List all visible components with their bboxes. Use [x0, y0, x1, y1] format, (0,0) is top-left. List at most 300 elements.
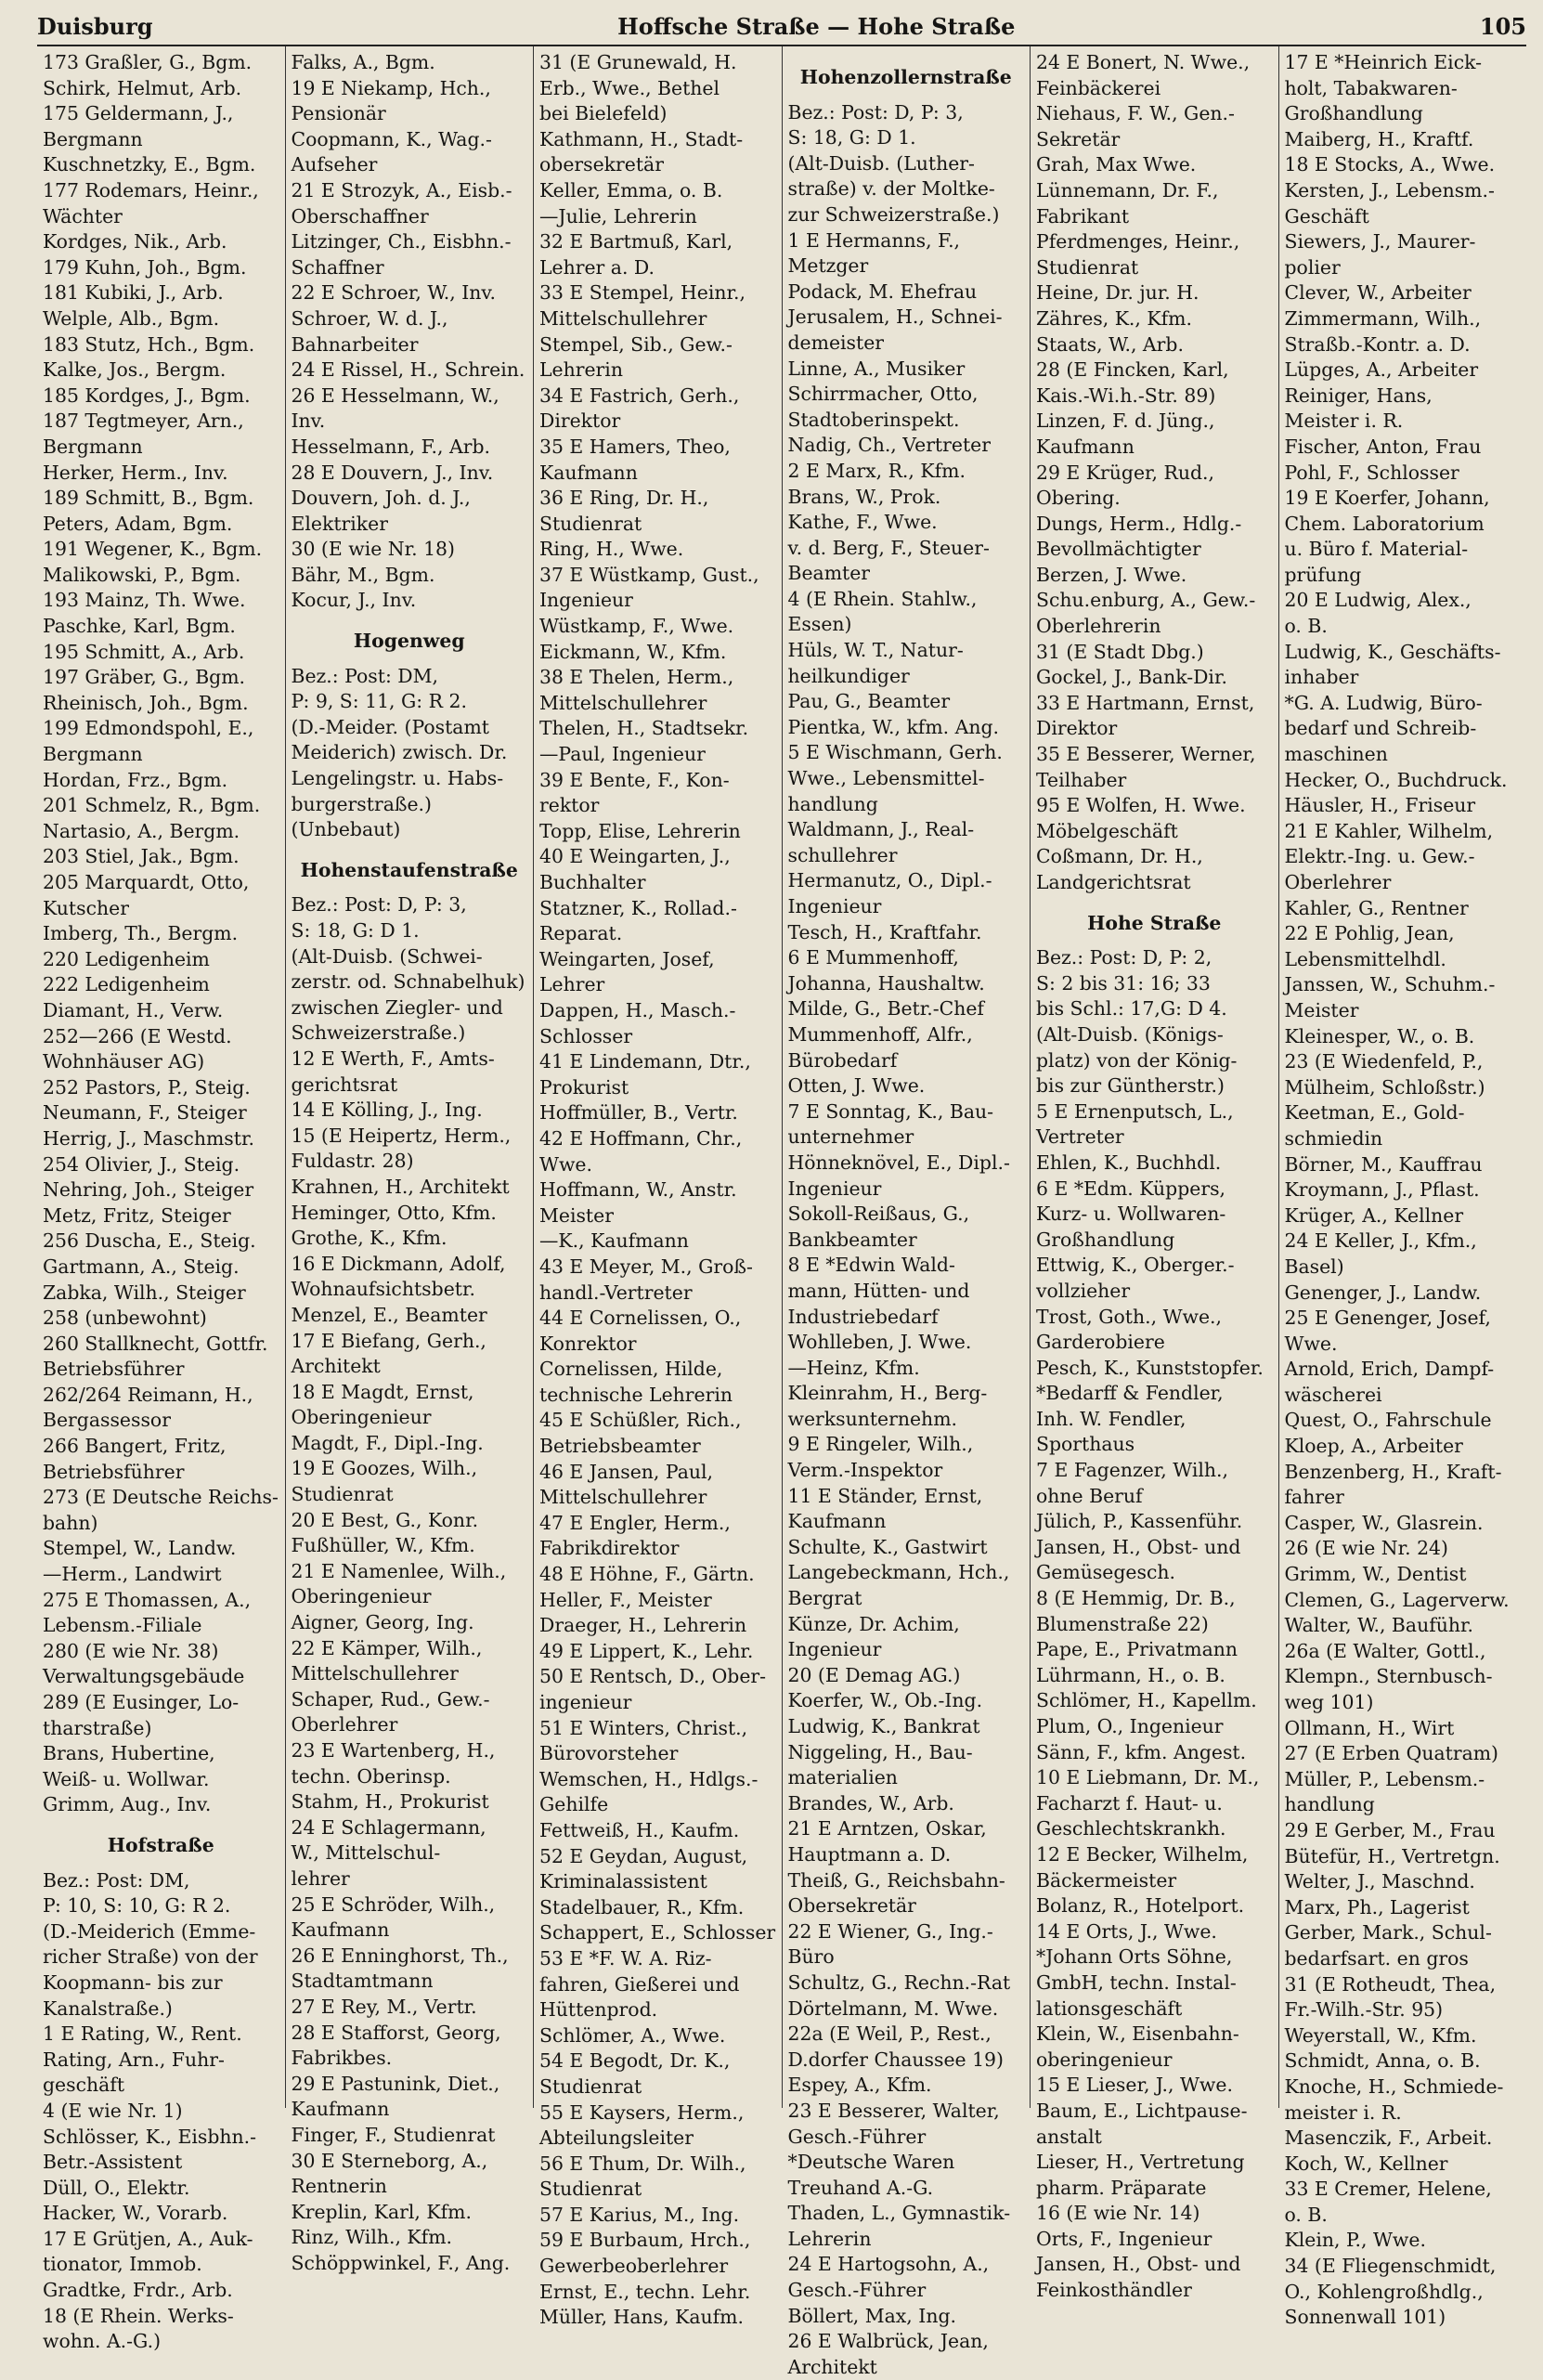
entry-line: Wwe., Lebensmittel- [787, 767, 985, 790]
entry-line: Kais.-Wi.h.-Str. 89) [1036, 384, 1216, 407]
entry-line: Schulte, K., Gastwirt [787, 1535, 988, 1558]
entry-line: Sekretär [1036, 127, 1121, 150]
column-3 [534, 46, 783, 2329]
entry-line: Kaufmann [539, 461, 638, 484]
entry-line: 30 E Sterneborg, A., [291, 2149, 488, 2172]
entry-line: Schlömer, H., Kapellm. [1036, 1689, 1257, 1712]
entry-line: Wohlleben, J. Wwe. [787, 1331, 972, 1354]
entry-line: Kahler, G., Rentner [1284, 896, 1469, 919]
entry-line: Espey, A., Kfm. [787, 2074, 932, 2097]
entry-line: (Alt-Duisb. (Luther- [787, 151, 975, 175]
entry-line: v. d. Berg, F., Steuer- [787, 536, 990, 559]
entry-line: Gockel, J., Bank-Dir. [1036, 666, 1227, 689]
entry-line: Topp, Elise, Lehrerin [539, 819, 741, 842]
entry-line: Teilhaber [1036, 768, 1127, 791]
entry-line: Staats, W., Arb. [1036, 332, 1184, 356]
entry-line: (Unbebaut) [291, 818, 401, 841]
entry-line: Fabrikdirektor [539, 1537, 680, 1560]
entry-line: Hesselmann, F., Arb. [291, 435, 491, 458]
entry-line: Kersten, J., Lebensm.- [1284, 178, 1495, 202]
entry-line: 33 E Cremer, Helene, [1284, 2178, 1492, 2201]
entry-line: Metz, Fritz, Steiger [43, 1203, 231, 1227]
entry-line: Orts, F., Ingenieur [1036, 2227, 1212, 2250]
entry-line: Kroymann, J., Pflast. [1284, 1178, 1480, 1202]
entry-line: Coßmann, Dr. H., [1036, 845, 1203, 868]
entry-line: Ernst, E., techn. Lehr. [539, 2280, 751, 2303]
entry-line: 20 E Best, G., Konr. [291, 1508, 479, 1531]
entry-line: 1 E Rating, W., Rent. [43, 2022, 242, 2046]
entry-line: —Herm., Landwirt [43, 1563, 222, 1586]
entry-line: Fr.-Wilh.-Str. 95) [1284, 1998, 1444, 2022]
entry-line: Cornelissen, Hilde, [539, 1358, 723, 1381]
entry-line: Kreplin, Karl, Kfm. [291, 2200, 472, 2223]
entry-line: Bez.: Post: DM, [291, 664, 439, 687]
entry-line: Wächter [43, 204, 123, 228]
entry-line: Langebeckmann, Hch., [787, 1561, 1010, 1584]
entry-line: Hönneknövel, E., Dipl.- [787, 1151, 1010, 1174]
entry-line: Fischer, Anton, Frau [1284, 435, 1482, 458]
entry-line: Oberlehrerin [1036, 615, 1161, 638]
entry-line: Genenger, J., Landw. [1284, 1281, 1482, 1304]
entry-line: Klein, W., Eisenbahn- [1036, 2022, 1239, 2046]
entry-line: Heine, Dr. jur. H. [1036, 281, 1199, 305]
entry-line: 14 E Orts, J., Wwe. [1036, 1919, 1217, 1943]
entry-line: S: 18, G: D 1. [291, 919, 420, 942]
entry-line: 24 E Rissel, H., Schrein. [291, 358, 525, 382]
entry-line: richer Straße) von der [43, 1945, 258, 1969]
entry-line: 14 E Kölling, J., Ing. [291, 1099, 483, 1122]
entry-line: 24 E Schlagermann, [291, 1815, 486, 1839]
entry-line: Obering. [1036, 487, 1121, 510]
entry-line: Pientka, W., kfm. Ang. [787, 715, 1000, 738]
entry-line: Hordan, Frz., Bgm. [43, 768, 228, 791]
entry-line: 41 E Lindemann, Dtr., [539, 1050, 751, 1073]
entry-line: Abteilungsleiter [539, 2126, 694, 2150]
entry-line: oberingenieur [1036, 2048, 1173, 2071]
entry-line: 273 (E Deutsche Reichs- [43, 1486, 279, 1509]
entry-line: 189 Schmitt, B., Bgm. [43, 487, 254, 510]
entry-line: Welter, J., Maschnd. [1284, 1870, 1475, 1893]
entry-line: 10 E Liebmann, Dr. M., [1036, 1766, 1260, 1789]
entry-line: Grothe, K., Kfm. [291, 1227, 447, 1250]
entry-line: Börner, M., Kauffrau [1284, 1152, 1483, 1176]
entry-line: Klein, P., Wwe. [1284, 2229, 1426, 2252]
entry-line: Sokoll-Reißaus, G., [787, 1203, 970, 1226]
entry-line: Müller, P., Lebensm.- [1284, 1767, 1485, 1790]
entry-line: Finger, F., Studienrat [291, 2123, 496, 2146]
entry-line: 175 Geldermann, J., [43, 102, 234, 125]
entry-line: Gewerbeoberlehrer [539, 2255, 729, 2278]
entry-line: Studienrat [539, 512, 642, 535]
entry-line: S: 18, G: D 1. [787, 126, 916, 150]
entry-line: Lebensm.-Filiale [43, 1614, 202, 1637]
column-1 [37, 46, 286, 2353]
entry-line: Plum, O., Ingenieur [1036, 1715, 1224, 1737]
entry-line: 12 E Werth, F., Amts- [291, 1047, 495, 1070]
entry-line: (Alt-Duisb. (Königs- [1036, 1022, 1224, 1046]
entry-line: 254 Olivier, J., Steig. [43, 1152, 240, 1176]
entry-line: Hauptmann a. D. [787, 1842, 952, 1866]
entry-line: Bähr, M., Bgm. [291, 563, 435, 586]
entry-line: Schirk, Helmut, Arb. [43, 76, 242, 99]
entry-line: Stahm, H., Prokurist [291, 1790, 489, 1814]
entry-line: 29 E Gerber, M., Frau [1284, 1818, 1496, 1841]
entry-line: prüfung [1284, 563, 1362, 586]
entry-line: 16 E Dickmann, Adolf, [291, 1252, 506, 1275]
entry-line: Statzner, K., Rollad.- [539, 896, 737, 919]
entry-line: Großhandlung [1284, 102, 1423, 125]
entry-line: Pensionär [291, 102, 386, 125]
entry-line: Schlömer, A., Wwe. [539, 2023, 726, 2047]
entry-line: Kaufmann [291, 2098, 390, 2121]
entry-line: 16 (E wie Nr. 14) [1036, 2202, 1200, 2225]
entry-line: P: 10, S: 10, G: R 2. [43, 1894, 231, 1918]
entry-line: Chem. Laboratorium [1284, 512, 1485, 535]
entry-line: 12 E Becker, Wilhelm, [1036, 1842, 1249, 1866]
entry-line: demeister [787, 331, 885, 354]
entry-line: Straßb.-Kontr. a. D. [1284, 332, 1471, 356]
entry-line: Gradtke, Frdr., Arb. [43, 2279, 233, 2302]
entry-line: Siewers, J., Maurer- [1284, 230, 1476, 254]
entry-line: 59 E Burbaum, Hrch., [539, 2229, 751, 2252]
entry-line: 27 E Rey, M., Vertr. [291, 1995, 477, 2018]
entry-line: 33 E Hartmann, Ernst, [1036, 691, 1255, 714]
entry-line: Menzel, E., Beamter [291, 1303, 487, 1326]
entry-line: Künze, Dr. Achim, [787, 1612, 960, 1635]
entry-line: Lehrerin [539, 358, 623, 382]
entry-line: bei Bielefeld) [539, 102, 668, 125]
entry-line: GmbH, techn. Instal- [1036, 1970, 1237, 1994]
entry-line: Kaufmann [1036, 435, 1135, 458]
entry-line: Gehilfe [539, 1793, 609, 1816]
entry-line: 7 E Fagenzer, Wilh., [1036, 1459, 1229, 1482]
entry-line: Beamter [787, 562, 871, 585]
entry-line: Schaffner [291, 255, 384, 279]
entry-line: Koch, W., Kellner [1284, 2152, 1448, 2175]
entry-line: Otten, J. Wwe. [787, 1074, 926, 1098]
entry-line: (D.-Meider. (Postamt [291, 715, 489, 738]
entry-line: handlung [1284, 1793, 1375, 1816]
entry-line: Hermanutz, O., Dipl.- [787, 869, 992, 892]
entry-line: Inh. W. Fendler, [1036, 1407, 1186, 1430]
entry-line: 47 E Engler, Herm., [539, 1511, 731, 1534]
entry-line: Brandes, W., Arb. [787, 1791, 954, 1814]
entry-line: Oberingenieur [291, 1406, 432, 1429]
entry-line: 23 (E Wiedenfeld, P., [1284, 1050, 1484, 1073]
entry-line: Keller, Emma, o. B. [539, 178, 723, 202]
entry-line: Milde, G., Betr.-Chef [787, 997, 984, 1021]
entry-line: 18 E Stocks, A., Wwe. [1284, 153, 1496, 176]
entry-line: Bergmann [43, 743, 143, 766]
entry-line: Reiniger, Hans, [1284, 384, 1433, 407]
entry-line: Schöppwinkel, F., Ang. [291, 2251, 511, 2274]
entry-line: Bergmann [43, 127, 143, 150]
entry-line: Stadtoberinspekt. [787, 408, 960, 431]
entry-line: 21 E Strozyk, A., Eisb.- [291, 178, 512, 202]
entry-line: Hüttenprod. [539, 1998, 658, 2022]
entry-line: anstalt [1036, 2125, 1102, 2148]
entry-line: (D.-Meiderich (Emme- [43, 1919, 256, 1943]
entry-line: 19 E Goozes, Wilh., [291, 1457, 478, 1480]
entry-line: Bez.: Post: D, P: 2, [1036, 946, 1212, 969]
entry-line: D.dorfer Chaussee 19) [787, 2048, 1004, 2071]
entry-line: Möbelgeschäft [1036, 819, 1178, 842]
entry-line: u. Büro f. Material- [1284, 538, 1469, 561]
entry-line: Rinz, Wilh., Kfm. [291, 2226, 453, 2249]
entry-line: handl.-Vertreter [539, 1281, 693, 1304]
entry-line: bedarf und Schreib- [1284, 717, 1477, 740]
entry-line: Grimm, Aug., Inv. [43, 1793, 212, 1816]
entry-line: Oberlehrer [1284, 871, 1392, 893]
entry-line: 289 (E Eusinger, Lo- [43, 1691, 240, 1713]
entry-line: Gesch.-Führer [787, 2279, 927, 2302]
entry-line: Magdt, F., Dipl.-Ing. [291, 1431, 484, 1454]
entry-line: Wwe. [1284, 1332, 1338, 1355]
entry-line: 4 (E wie Nr. 1) [43, 2099, 183, 2122]
entry-line: Ludwig, K., Geschäfts- [1284, 640, 1501, 663]
entry-line: *G. A. Ludwig, Büro- [1284, 691, 1483, 714]
entry-line: Büro [787, 1945, 835, 1969]
entry-line: bedarfsart. en gros [1284, 1946, 1469, 1970]
entry-line: 24 E Bonert, N. Wwe., [1036, 51, 1251, 73]
entry-line: 46 E Jansen, Paul, [539, 1460, 713, 1483]
entry-line: Lehrer [539, 973, 605, 996]
entry-line: Vertreter [1036, 1125, 1124, 1149]
entry-line: Schu.enburg, A., Gew.- [1036, 589, 1256, 612]
entry-line: Mittelschullehrer [291, 1662, 459, 1685]
entry-line: Krüger, A., Kellner [1284, 1203, 1464, 1227]
entry-line: maschinen [1284, 743, 1388, 766]
entry-line: 32 E Bartmuß, Karl, [539, 230, 733, 254]
entry-line: Lebensmittelhdl. [1284, 947, 1446, 970]
entry-line: lationsgeschäft [1036, 1996, 1183, 2020]
entry-line: Betriebsbeamter [539, 1435, 701, 1458]
entry-line: 181 Kubiki, J., Arb. [43, 281, 224, 305]
entry-line: Jansen, H., Obst- und [1036, 1535, 1241, 1558]
entry-line: Nartasio, A., Bergm. [43, 819, 240, 842]
entry-line: 33 E Stempel, Heinr., [539, 281, 746, 305]
entry-line: 252 Pastors, P., Steig. [43, 1075, 251, 1099]
column-2 [286, 46, 535, 2274]
entry-line: holt, Tabakwaren- [1284, 76, 1458, 99]
entry-line: Bahnarbeiter [291, 332, 419, 356]
entry-line: o. B. [1284, 615, 1328, 638]
entry-line: handlung [787, 792, 878, 815]
entry-line: Konrektor [539, 1332, 637, 1355]
entry-line: Geschäft [1284, 204, 1369, 228]
entry-line: Garderobiere [1036, 1331, 1165, 1354]
entry-line: Jerusalem, H., Schnei- [787, 306, 1003, 329]
entry-line: Schweizerstraße.) [291, 1021, 466, 1045]
entry-line: 35 E Besserer, Werner, [1036, 743, 1256, 766]
street-heading: Hofstraße [107, 1833, 214, 1856]
entry-line: Gartmann, A., Steig. [43, 1255, 240, 1278]
entry-line: Industriebedarf [787, 1305, 939, 1328]
entry-line: 34 (E Fliegenschmidt, [1284, 2255, 1497, 2278]
entry-line: Koopmann- bis zur [43, 1970, 223, 1994]
entry-line: 6 E *Edm. Küppers, [1036, 1177, 1226, 1200]
entry-line: 193 Mainz, Th. Wwe. [43, 589, 246, 612]
entry-line: Sporthaus [1036, 1433, 1135, 1456]
entry-line: Fabrikbes. [291, 2047, 393, 2070]
entry-line: 55 E Kaysers, Herm., [539, 2100, 745, 2124]
entry-line: 28 E Douvern, J., Inv. [291, 461, 494, 484]
column-6 [1279, 46, 1527, 2329]
entry-line: 22 E Kämper, Wilh., [291, 1636, 483, 1659]
entry-line: 6 E Mummenhoff, [787, 946, 959, 969]
entry-line: schmiedin [1284, 1126, 1383, 1150]
entry-line: Kordges, Nik., Arb. [43, 230, 227, 254]
entry-line: Bez.: Post: D, P: 3, [787, 100, 964, 124]
entry-line: fahrer [1284, 1486, 1344, 1509]
entry-line: Lieser, H., Vertretung [1036, 2151, 1245, 2174]
entry-line: 45 E Schüßler, Rich., [539, 1409, 742, 1432]
entry-line: Direktor [539, 410, 621, 433]
entry-line: 29 E Pastunink, Diet., [291, 2072, 500, 2095]
page-number: 105 [1479, 13, 1526, 40]
entry-line: bis Schl.: 17,G: D 4. [1036, 997, 1227, 1021]
entry-line: zerstr. od. Schnabelhuk) [291, 970, 525, 994]
entry-line: Pape, E., Privatmann [1036, 1638, 1238, 1661]
entry-line: Pferdmenges, Heinr., [1036, 230, 1240, 254]
street-heading: Hohenstaufenstraße [300, 858, 518, 881]
entry-line: Gemüsegesch. [1036, 1561, 1175, 1584]
entry-line: 15 (E Heipertz, Herm., [291, 1124, 512, 1147]
entry-line: Bevollmächtigter [1036, 538, 1201, 561]
entry-line: 39 E Bente, F., Kon- [539, 768, 730, 791]
entry-line: Maiberg, H., Kraftf. [1284, 127, 1474, 150]
entry-line: 23 E Besserer, Walter, [787, 2099, 1000, 2122]
entry-line: Linne, A., Musiker [787, 357, 966, 380]
entry-line: Buchhalter [539, 871, 646, 893]
entry-line: Schirrmacher, Otto, [787, 383, 979, 406]
entry-line: Krahnen, H., Architekt [291, 1175, 510, 1198]
entry-line: heilkundiger [787, 664, 910, 687]
entry-line: Erb., Wwe., Bethel [539, 76, 720, 99]
column-5 [1031, 46, 1279, 2302]
entry-line: 49 E Lippert, K., Lehr. [539, 1639, 754, 1662]
entry-line: Hüls, W. T., Natur- [787, 639, 964, 662]
entry-line: Imberg, Th., Bergm. [43, 922, 239, 945]
entry-line: Herker, Herm., Inv. [43, 461, 228, 484]
entry-line: Basel) [1284, 1255, 1344, 1278]
entry-line: Kathe, F., Wwe. [787, 511, 938, 534]
entry-line: Kleinrahm, H., Berg- [787, 1382, 988, 1405]
entry-line: Lünnemann, Dr. F., [1036, 178, 1219, 202]
entry-line: 177 Rodemars, Heinr., [43, 178, 259, 202]
entry-line: Ring, H., Wwe. [539, 538, 684, 561]
entry-line: Bergrat [787, 1587, 862, 1610]
entry-line: Klempn., Sternbusch- [1284, 1665, 1493, 1688]
entry-line: Zabka, Wilh., Steiger [43, 1281, 246, 1304]
entry-line: 22a (E Weil, P., Rest., [787, 2022, 992, 2046]
entry-line: Jansen, H., Obst- und [1036, 2253, 1241, 2276]
entry-line: Paschke, Karl, Bgm. [43, 615, 236, 638]
entry-line: Studienrat [1036, 255, 1139, 279]
entry-line: 50 E Rentsch, D., Ober- [539, 1665, 767, 1688]
entry-line: Pohl, F., Schlosser [1284, 461, 1459, 484]
entry-line: Tesch, H., Kraftfahr. [787, 920, 982, 943]
entry-line: Zähres, K., Kfm. [1036, 306, 1192, 330]
entry-line: 173 Graßler, G., Bgm. [43, 51, 253, 73]
entry-line: Pesch, K., Kunststopfer. [1036, 1356, 1264, 1379]
entry-line: Mittelschullehrer [539, 306, 707, 330]
entry-line: Kaufmann [291, 1918, 390, 1942]
entry-line: materialien [787, 1766, 898, 1789]
entry-line: weg 101) [1284, 1691, 1374, 1713]
entry-line: Koerfer, W., Ob.-Ing. [787, 1689, 983, 1712]
entry-line: Studienrat [539, 2074, 642, 2098]
entry-line: 31 (E Grunewald, H. [539, 51, 737, 73]
entry-line: 5 E Ernenputsch, L., [1036, 1099, 1234, 1123]
entry-line: 179 Kuhn, Joh., Bgm. [43, 255, 247, 279]
street-heading: Hohe Straße [1087, 911, 1222, 934]
entry-line: tharstraße) [43, 1716, 152, 1739]
entry-line: Metzger [787, 254, 869, 278]
entry-line: 23 E Wartenberg, H., [291, 1739, 496, 1762]
entry-line: —K., Kaufmann [539, 1229, 689, 1253]
entry-line: 29 E Krüger, Rud., [1036, 461, 1214, 484]
entry-line: straße) v. der Moltke- [787, 177, 995, 201]
entry-line: Lehrerin [787, 2227, 872, 2250]
entry-line: polier [1284, 255, 1341, 279]
entry-line: werksunternehm. [787, 1407, 958, 1430]
entry-line: Wüstkamp, F., Wwe. [539, 615, 734, 638]
entry-line: Kloep, A., Arbeiter [1284, 1435, 1463, 1458]
entry-line: 30 (E wie Nr. 18) [291, 538, 455, 561]
entry-line: 19 E Niekamp, Hch., [291, 76, 491, 99]
entry-line: lehrer [291, 1866, 350, 1890]
entry-line: 56 E Thum, Dr. Wilh., [539, 2152, 746, 2175]
entry-line: 31 (E Stadt Dbg.) [1036, 640, 1204, 663]
entry-line: Ingenieur [787, 895, 882, 917]
entry-line: 21 E Namenlee, Wilh., [291, 1559, 507, 1582]
entry-line: 26 E Hesselmann, W., [291, 384, 499, 407]
entry-line: Berzen, J. Wwe. [1036, 563, 1187, 586]
entry-line: 15 E Lieser, J., Wwe. [1036, 2074, 1233, 2097]
entry-line: Kanalstraße.) [43, 1996, 173, 2020]
entry-line: Johanna, Haushaltw. [787, 971, 985, 995]
entry-line: 8 E *Edwin Wald- [787, 1254, 955, 1277]
entry-line: 26 E Walbrück, Jean, [787, 2330, 989, 2353]
entry-line: schullehrer [787, 843, 898, 866]
entry-line: wohn. A.-G.) [43, 2330, 162, 2353]
entry-line: 48 E Höhne, F., Gärtn. [539, 1563, 755, 1586]
entry-line: 280 (E wie Nr. 38) [43, 1639, 219, 1662]
entry-line: 203 Stiel, Jak., Bgm. [43, 845, 240, 868]
entry-line: 260 Stallknecht, Gottfr. [43, 1332, 268, 1355]
entry-line: geschäft [43, 2074, 125, 2097]
entry-line: Kalke, Jos., Bergm. [43, 358, 227, 382]
entry-line: Kutscher [43, 896, 129, 919]
entry-line: Benzenberg, H., Kraft- [1284, 1460, 1502, 1483]
entry-line: 43 E Meyer, M., Groß- [539, 1255, 753, 1278]
entry-line: 17 E Grütjen, A., Auk- [43, 2227, 253, 2250]
entry-line: Falks, A., Bgm. [291, 51, 435, 73]
entry-line: Reparat. [539, 922, 623, 945]
entry-line: Thaden, L., Gymnastik- [787, 2202, 1011, 2225]
entry-line: 1 E Hermanns, F., [787, 228, 961, 252]
entry-line: Quest, O., Fahrschule [1284, 1409, 1492, 1432]
entry-line: 17 E *Heinrich Eick- [1284, 51, 1483, 73]
entry-line: —Heinz, Kfm. [787, 1356, 920, 1379]
entry-line: Architekt [787, 2355, 877, 2378]
entry-line: Douvern, Joh. d. J., [291, 487, 471, 510]
entry-line: 38 E Thelen, Herm., [539, 666, 734, 689]
entry-line: 8 (E Hemmig, Dr. B., [1036, 1587, 1236, 1610]
street-heading: Hogenweg [353, 630, 465, 653]
entry-line: Clemen, G., Lagerverw. [1284, 1588, 1510, 1611]
